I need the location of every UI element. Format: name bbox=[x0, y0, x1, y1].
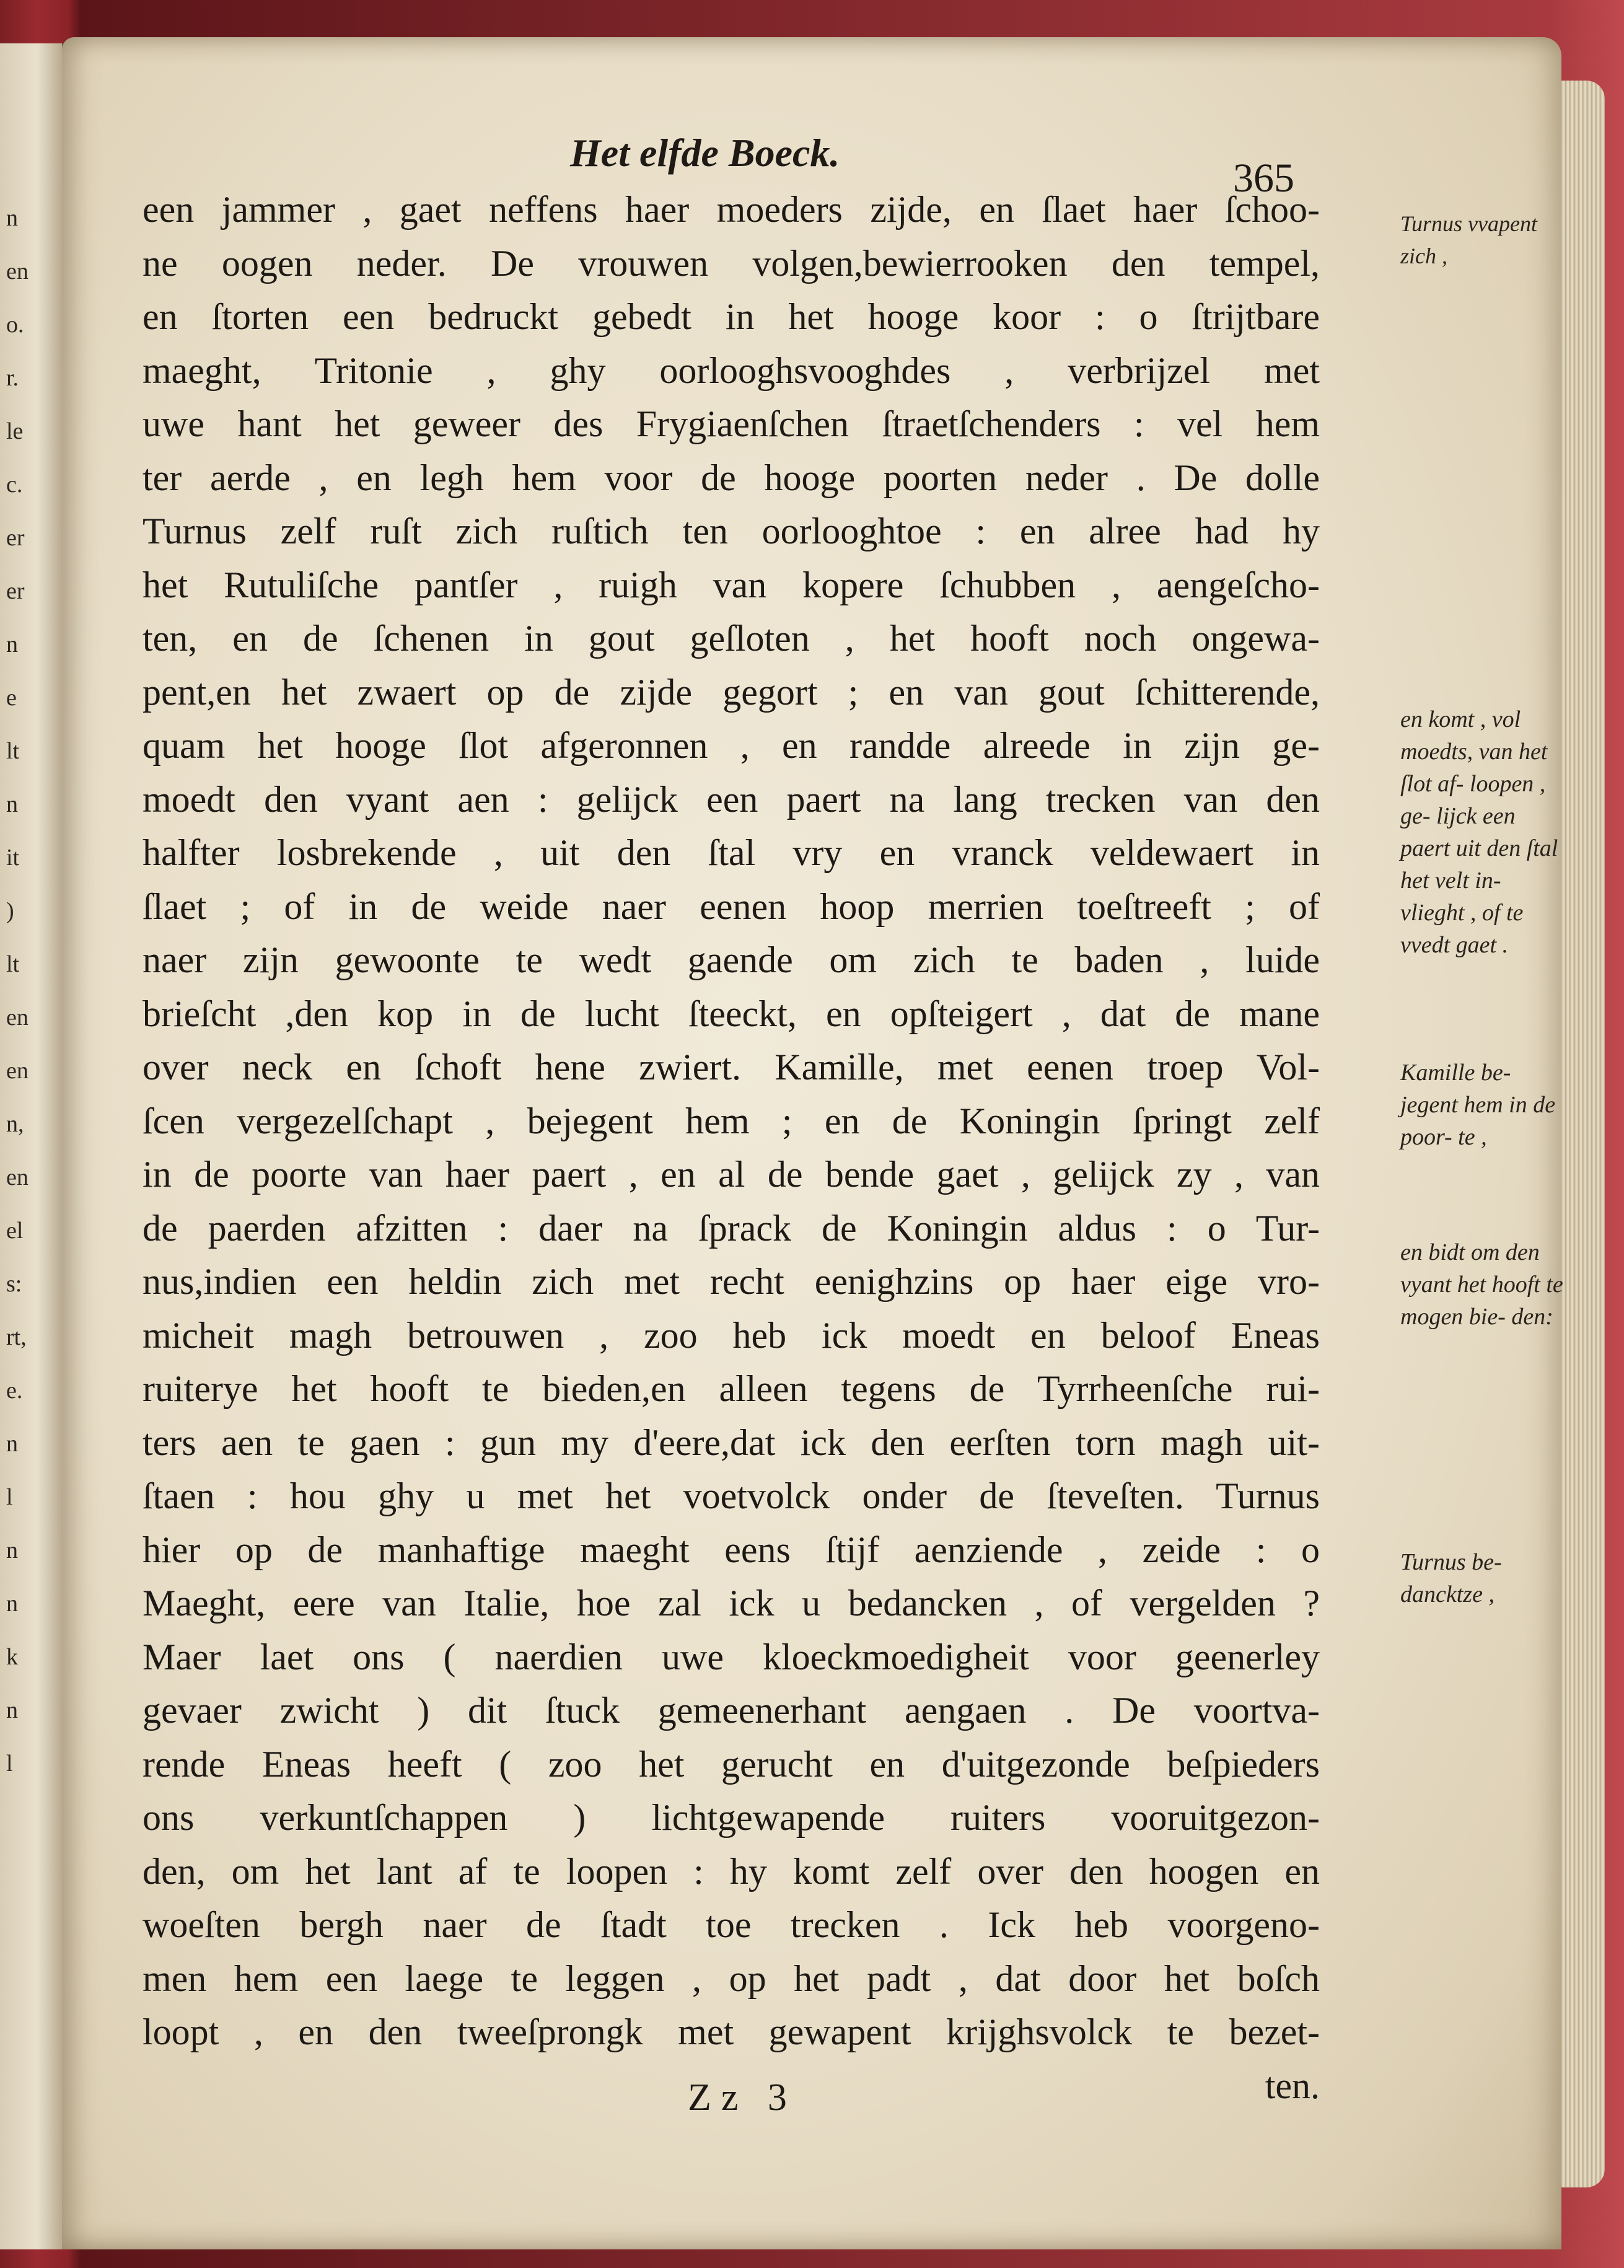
previous-page-fragment: n bbox=[6, 631, 18, 657]
text-line: over neck en ſchoft hene zwiert. Kamille, met eenen troep Vol- bbox=[143, 1047, 1320, 1088]
text-line: den, om het lant af te loopen : hy komt zelf over den hoogen en bbox=[143, 1850, 1320, 1892]
previous-page-fragment: en bbox=[6, 1164, 29, 1190]
book-page bbox=[62, 37, 1561, 2249]
text-line: ſlaet ; of in de weide naer eenen hoop merrien toeſtreeft ; of bbox=[143, 886, 1320, 927]
previous-page-fragment: ) bbox=[6, 898, 14, 924]
text-line: een jammer , gaet neffens haer moeders zijde, en ſlaet haer ſchoo- bbox=[143, 189, 1320, 230]
page-header bbox=[62, 93, 1561, 201]
margin-note: Kamille be- jegent hem in de poor- te , bbox=[1400, 1060, 1556, 1150]
text-line: ne oogen neder. De vrouwen volgen,bewierrooken den tempel, bbox=[143, 242, 1320, 284]
previous-page-fragment: k bbox=[6, 1644, 18, 1670]
previous-page-fragment: n bbox=[6, 1537, 18, 1563]
previous-page-fragment: it bbox=[6, 845, 20, 871]
text-line: hier op de manhaftige maeght eens ſtijf aenziende , zeide : o bbox=[143, 1529, 1320, 1570]
text-line: en ſtorten een bedruckt gebedt in het hooge koor : o ſtrijtbare bbox=[143, 296, 1320, 337]
text-line: maeght, Tritonie , ghy oorlooghsvooghdes , verbrijzel met bbox=[143, 349, 1320, 391]
previous-page-fragment: lt bbox=[6, 738, 20, 764]
text-line: quam het hooge ſlot afgeronnen , en randde alreede in zijn ge- bbox=[143, 725, 1320, 766]
text-line: ſcen vergezelſchapt , bejegent hem ; en de Koningin ſpringt zelf bbox=[143, 1100, 1320, 1141]
previous-page-fragment: en bbox=[6, 258, 29, 284]
signature-mark: Zz 3 bbox=[688, 2077, 797, 2119]
text-line: Turnus zelf ruſt zich ruſtich ten oorlooghtoe : en alree had hy bbox=[143, 511, 1320, 552]
margin-note: en bidt om den vyant het hooft te mogen bie- den: bbox=[1400, 1239, 1563, 1330]
previous-page-fragment: s: bbox=[6, 1271, 22, 1297]
text-line: ſtaen : hou ghy u met het voetvolck onder de ſteveſten. Turnus bbox=[143, 1475, 1320, 1516]
marginal-notes bbox=[1400, 183, 1574, 2112]
previous-page-fragment: er bbox=[6, 525, 25, 551]
previous-page-fragment: e. bbox=[6, 1378, 23, 1404]
previous-page-fragment: n bbox=[6, 1697, 18, 1723]
text-line: het Rutuliſche pantſer , ruigh van kopere ſchubben , aengeſcho- bbox=[143, 564, 1320, 605]
text-line: loopt , en den tweeſprongk met gewapent krijghsvolck te bezet- bbox=[143, 2011, 1320, 2052]
text-line: de paerden afzitten : daer na ſprack de Koningin aldus : o Tur- bbox=[143, 1207, 1320, 1249]
text-line: pent,en het zwaert op de zijde gegort ; en van gout ſchitterende, bbox=[143, 671, 1320, 713]
body-text bbox=[143, 183, 1563, 2112]
text-line: Maeght, eere van Italie, hoe zal ick u bedancken , of vergelden ? bbox=[143, 1583, 1320, 1624]
previous-page-fragment: n bbox=[6, 1431, 18, 1457]
text-line: ons verkuntſchappen ) lichtgewapende ruiters vooruitgezon- bbox=[143, 1797, 1320, 1838]
text-line: brieſcht ,den kop in de lucht ſteeckt, en opſteigert , dat de mane bbox=[143, 993, 1320, 1034]
previous-page-edge bbox=[0, 43, 63, 2249]
previous-page-fragment: n, bbox=[6, 1111, 24, 1137]
text-line: micheit magh betrouwen , zoo heb ick moedt en beloof Eneas bbox=[143, 1314, 1320, 1356]
text-line: woeſten bergh naer de ſtadt toe trecken . Ick heb voorgeno- bbox=[143, 1904, 1320, 1945]
text-line: uwe hant het geweer des Frygiaenſchen ſtraetſchenders : vel hem bbox=[143, 403, 1320, 444]
text-line: in de poorte van haer paert , en al de bende gaet , gelijck zy , van bbox=[143, 1154, 1320, 1195]
text-line: ter aerde , en legh hem voor de hooge poorten neder . De dolle bbox=[143, 457, 1320, 498]
previous-page-fragment: rt, bbox=[6, 1324, 27, 1350]
margin-note: Turnus vvapent zich , bbox=[1400, 211, 1537, 268]
text-line: ten, en de ſchenen in gout geſloten , het hooft noch ongewa- bbox=[143, 618, 1320, 659]
text-line: Maer laet ons ( naerdien uwe kloeckmoedigheit voor geenerley bbox=[143, 1636, 1320, 1677]
previous-page-fragment: r. bbox=[6, 365, 19, 391]
margin-note: en komt , vol moedts, van het ſlot af- loopen , ge- lijck een paert uit den ſtal het velt in- vlieght , of te vvedt gaet . bbox=[1400, 706, 1558, 958]
previous-page-fragment: n bbox=[6, 1591, 18, 1617]
previous-page-fragment: e bbox=[6, 685, 17, 711]
margin-note: Turnus be- dancktze , bbox=[1400, 1549, 1502, 1607]
text-line: ters aen te gaen : gun my d'eere,dat ick den eerſten torn magh uit- bbox=[143, 1422, 1320, 1463]
running-head: Het elfde Boeck. bbox=[570, 131, 840, 175]
previous-page-fragment: o. bbox=[6, 312, 24, 338]
previous-page-fragment: er bbox=[6, 578, 25, 604]
previous-page-fragment: en bbox=[6, 1004, 29, 1031]
previous-page-fragment: n bbox=[6, 791, 18, 817]
previous-page-fragment: n bbox=[6, 205, 18, 231]
text-line: gevaer zwicht ) dit ſtuck gemeenerhant aengaen . De voortva- bbox=[143, 1690, 1320, 1731]
text-line: ruiterye het hooft te bieden,en alleen tegens de Tyrrheenſche rui- bbox=[143, 1368, 1320, 1409]
text-line: men hem een laege te leggen , op het padt , dat door het boſch bbox=[143, 1958, 1320, 1999]
text-line: rende Eneas heeft ( zoo het gerucht en d'uitgezonde beſpieders bbox=[143, 1743, 1320, 1785]
text-line: naer zijn gewoonte te wedt gaende om zich te baden , luide bbox=[143, 939, 1320, 980]
previous-page-fragment: l bbox=[6, 1484, 13, 1510]
text-line: moedt den vyant aen : gelijck een paert na lang trecken van den bbox=[143, 778, 1320, 820]
previous-page-fragment: en bbox=[6, 1058, 29, 1084]
previous-page-fragment: lt bbox=[6, 951, 20, 977]
text-line: nus,indien een heldin zich met recht eenighzins op haer eige vro- bbox=[143, 1261, 1320, 1302]
previous-page-fragment: el bbox=[6, 1218, 24, 1244]
previous-page-text-fragments bbox=[0, 43, 62, 2249]
page-number: 365 bbox=[1233, 156, 1294, 201]
previous-page-fragment: l bbox=[6, 1751, 13, 1777]
previous-page-fragment: le bbox=[6, 418, 24, 444]
previous-page-fragment: c. bbox=[6, 472, 23, 498]
text-line: ten. bbox=[1265, 2065, 1320, 2106]
text-line: halfter losbrekende , uit den ſtal vry en vranck veldewaert in bbox=[143, 832, 1320, 873]
